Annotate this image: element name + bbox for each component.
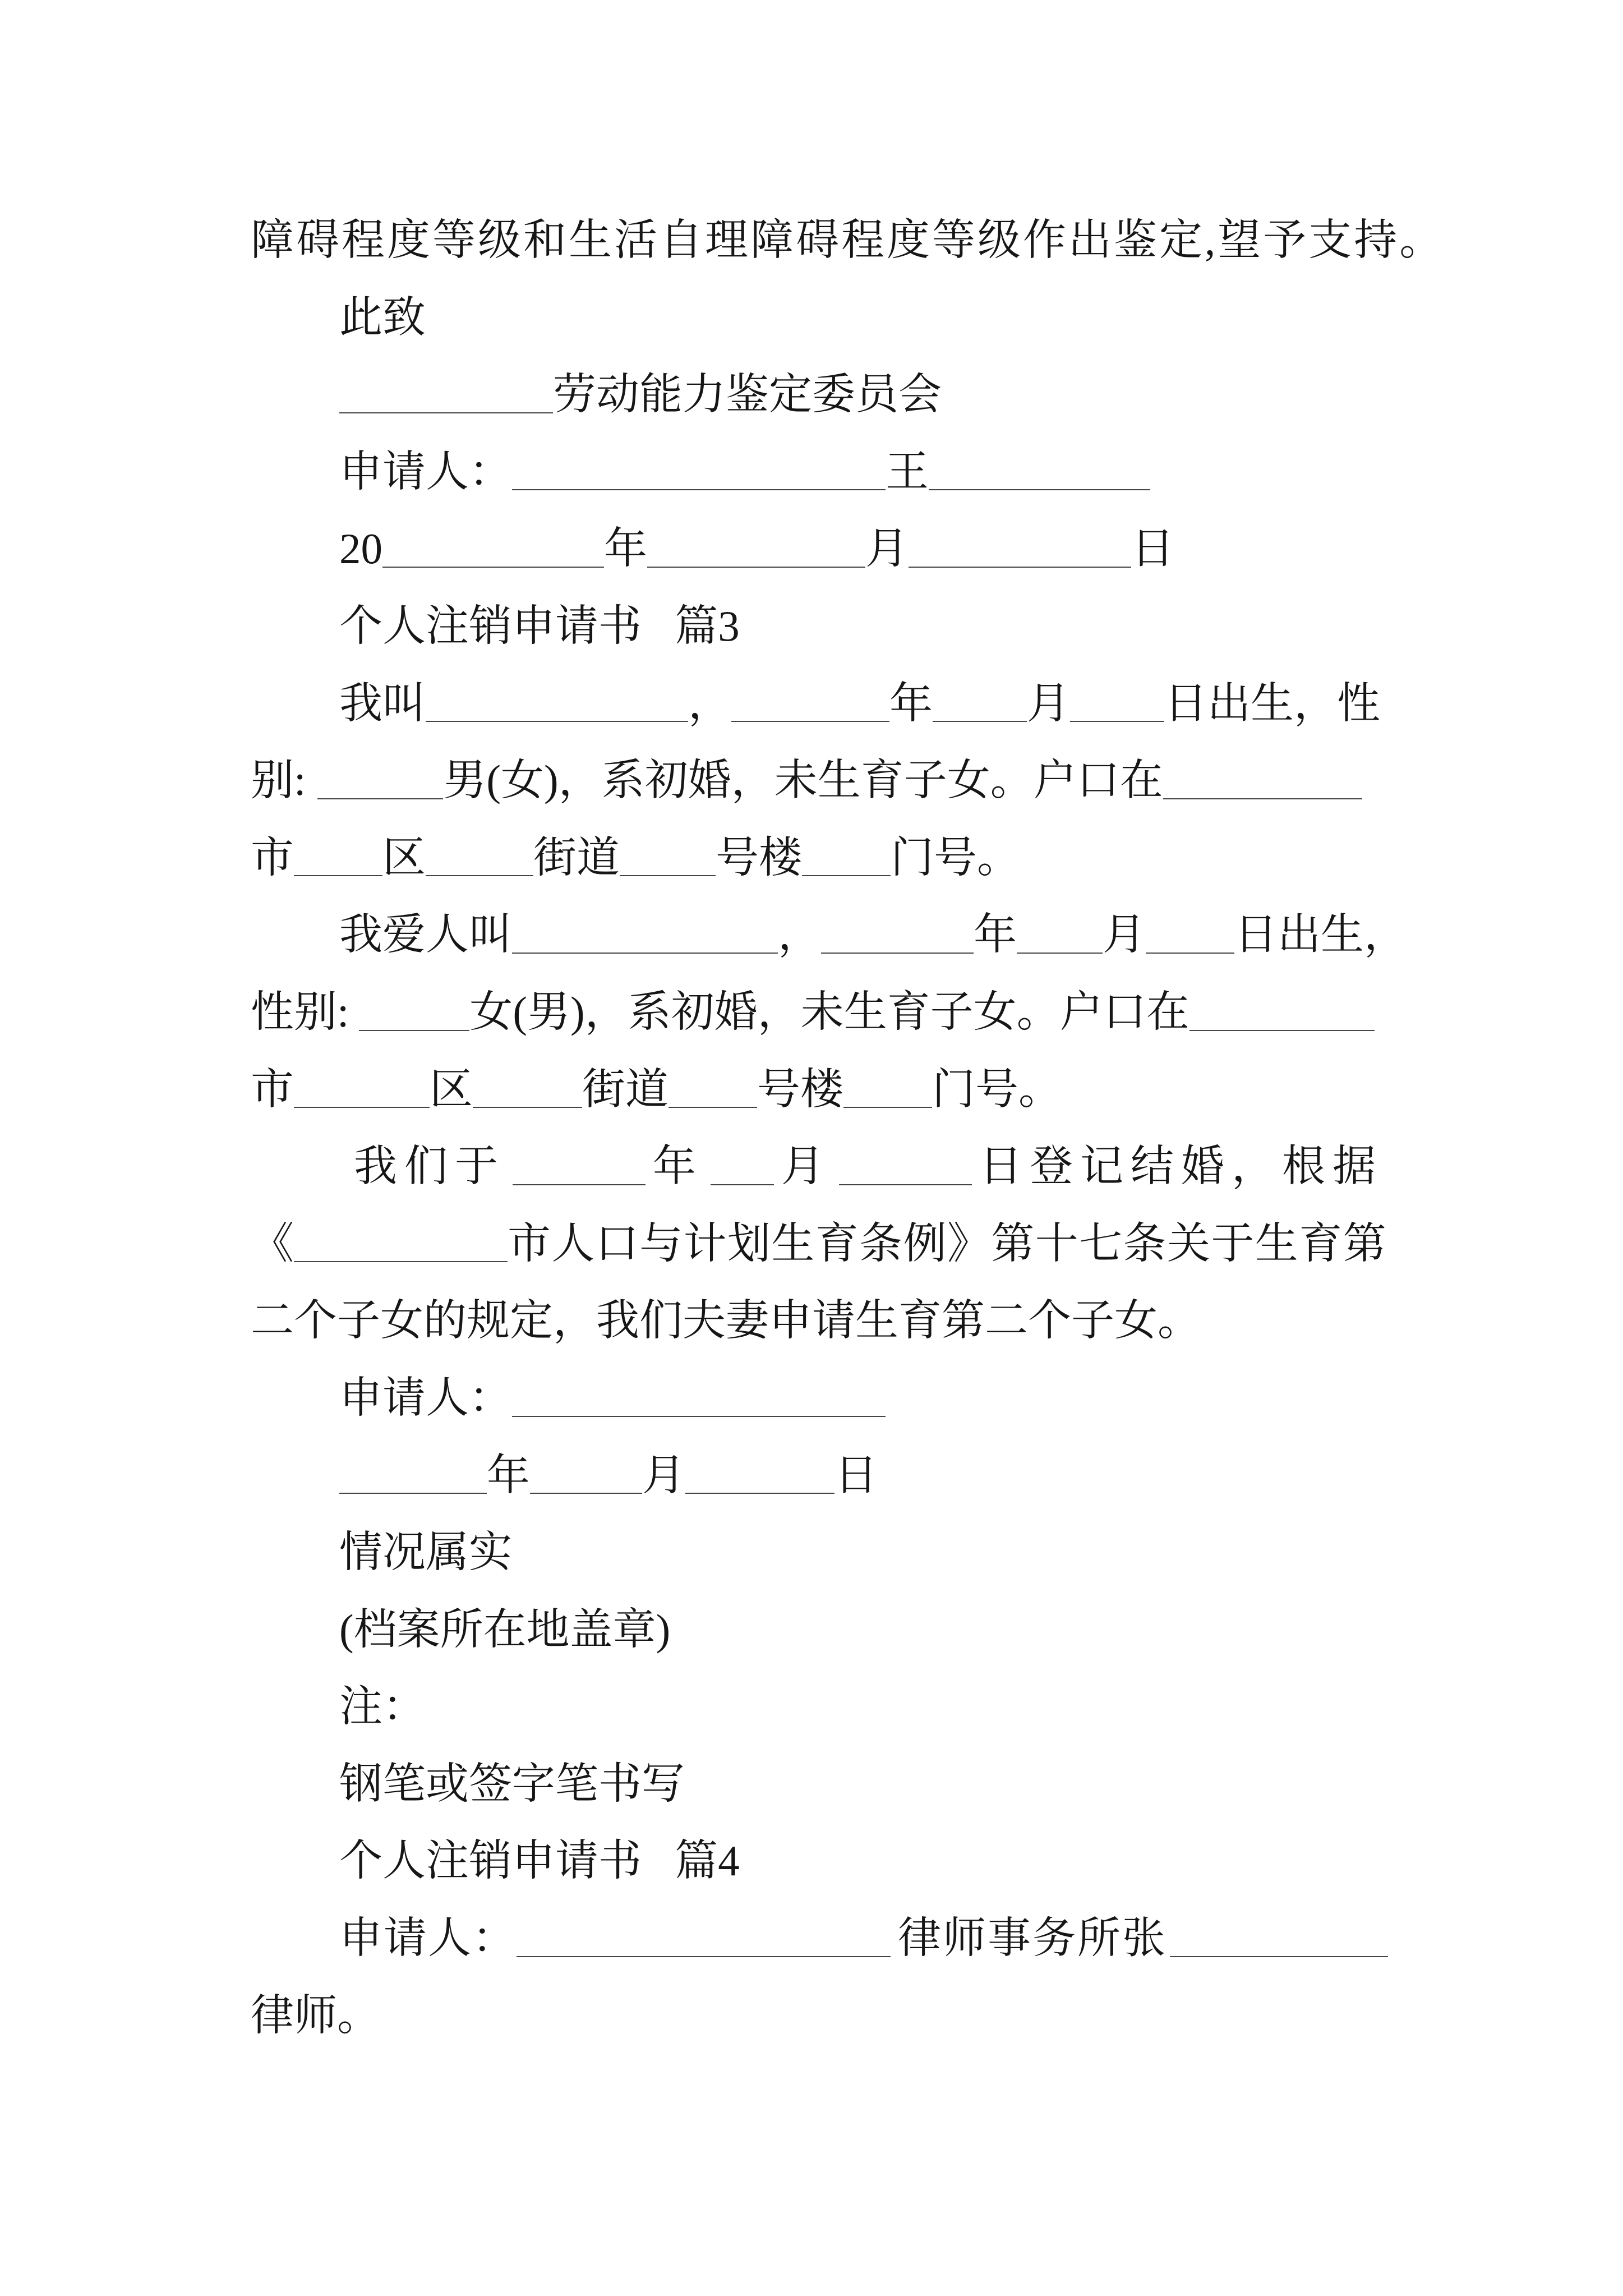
line-text: 街道 (582, 1065, 668, 1114)
line-text: 门号。 (932, 1065, 1062, 1114)
line-text: 年 (974, 910, 1017, 959)
fill-in-blank (668, 1073, 757, 1108)
marriage-registration-line (0, 1128, 1623, 1205)
fill-in-blank (426, 687, 688, 722)
fill-in-blank (339, 1459, 487, 1494)
fill-in-blank (512, 919, 778, 954)
line-text: 门号。 (891, 833, 1020, 882)
applicant-signature-line (0, 434, 1623, 511)
fill-in-blank (821, 919, 974, 954)
fill-in-blank (685, 1459, 834, 1494)
line-text: 月 (1103, 910, 1146, 959)
section-heading-3 (0, 588, 1623, 665)
line-text: 年 (487, 1451, 530, 1499)
line-text: 情况属实 (339, 1528, 512, 1577)
application-statement-line (0, 1282, 1623, 1360)
line-text: 律师。 (251, 1991, 380, 2040)
line-text: 障碍程度等级和生活自理障碍程度等级作出鉴定,望予支持。 (251, 216, 1445, 264)
line-text: 律师事务所张 (898, 1914, 1167, 1963)
line-text: 我叫 (339, 679, 426, 728)
fill-in-blank (1189, 996, 1375, 1031)
spouse-birth-line (0, 896, 1623, 974)
regulation-reference-line (0, 1205, 1623, 1283)
line-text: 申请人： (339, 1914, 517, 1963)
line-text: 我爱人叫 (339, 910, 512, 959)
fill-in-blank (530, 1459, 642, 1494)
applicant-signature-line (0, 1360, 1623, 1437)
fill-in-blank (517, 1922, 891, 1957)
verification-line (0, 1514, 1623, 1591)
line-text: 日登记结婚，根据 (979, 1142, 1383, 1191)
note-label-line (0, 1668, 1623, 1746)
line-text: 性别: (251, 987, 349, 1036)
fill-in-blank (339, 379, 553, 413)
line-text: 月 (1027, 679, 1070, 728)
fill-in-blank (933, 687, 1027, 722)
spouse-gender-residence-line (0, 974, 1623, 1051)
line-text: 王 (886, 447, 929, 496)
fill-in-blank (382, 533, 604, 568)
salutation-line (0, 279, 1623, 357)
line-text: 街道 (533, 833, 620, 882)
line-text: 区 (382, 833, 426, 882)
line-text: 市 (251, 1065, 294, 1114)
fill-in-blank (512, 1382, 886, 1417)
fill-in-blank (1070, 687, 1164, 722)
line-text: 女(男)，系初婚，未生育子女。户口在 (469, 987, 1189, 1036)
fill-in-blank (294, 1227, 508, 1262)
fill-in-blank (839, 1151, 972, 1185)
line-text: 年 (604, 524, 647, 573)
line-text: 申请人： (339, 447, 512, 496)
fill-in-blank (317, 765, 443, 799)
applicant-lawyer-line (0, 1900, 1623, 1977)
line-text: 月 (781, 1142, 832, 1191)
line-text: 我们于 (354, 1142, 505, 1191)
writing-instruction-line (0, 1746, 1623, 1823)
line-text: 市 (251, 833, 294, 882)
fill-in-blank (711, 1151, 774, 1185)
fill-in-blank (359, 996, 469, 1031)
fill-in-blank (294, 841, 382, 876)
fill-in-blank (426, 841, 533, 876)
seal-note-line (0, 1591, 1623, 1669)
fill-in-blank (843, 1073, 932, 1108)
section-heading-text: 个人注销申请书 篇4 (339, 1837, 740, 1885)
line-text: 年 (653, 1142, 703, 1191)
line-text: 年 (889, 679, 933, 728)
line-text: 日出生， (1234, 910, 1407, 959)
fill-in-blank (294, 1073, 430, 1108)
line-text: 号楼 (757, 1065, 843, 1114)
fill-in-blank (512, 455, 886, 490)
paragraph-tail-line (0, 1977, 1623, 2055)
line-text: 区 (430, 1065, 473, 1114)
fill-in-blank (1170, 1922, 1388, 1957)
fill-in-blank (620, 841, 716, 876)
line-text: 月 (865, 524, 909, 573)
line-text: ， (688, 679, 731, 728)
line-text: 申请人： (339, 1373, 512, 1422)
fill-in-blank (1163, 765, 1362, 799)
fill-in-blank (909, 533, 1131, 568)
line-text: 劳动能力鉴定委员会 (553, 370, 942, 419)
line-text: 二个子女的规定，我们夫妻申请生育第二个子女。 (251, 1296, 1201, 1345)
line-text: (档案所在地盖章) (339, 1605, 671, 1654)
spouse-address-line (0, 1051, 1623, 1129)
fill-in-blank (929, 455, 1150, 490)
line-text: 月 (642, 1451, 685, 1499)
line-text: 别: (251, 756, 306, 805)
applicant-birth-line (0, 665, 1623, 743)
fill-in-blank (1146, 919, 1234, 954)
line-text: 日出生，性 (1164, 679, 1380, 728)
fill-in-blank (647, 533, 865, 568)
recipient-line (0, 356, 1623, 434)
line-text: 日 (1131, 524, 1174, 573)
line-text: 男(女)，系初婚，未生育子女。户口在 (443, 756, 1163, 805)
line-text: 此致 (339, 293, 426, 342)
section-heading-4 (0, 1823, 1623, 1900)
line-text: 市人口与计划生育条例》第十七条关于生育第 (508, 1219, 1387, 1268)
fill-in-blank (731, 687, 889, 722)
line-text: 日 (834, 1451, 878, 1499)
line-text: 钢笔或签字笔书写 (339, 1759, 685, 1808)
application-date-line (0, 1437, 1623, 1515)
line-text: 《 (251, 1219, 294, 1268)
line-text: 号楼 (716, 833, 802, 882)
fill-in-blank (513, 1151, 645, 1185)
fill-in-blank (473, 1073, 582, 1108)
applicant-address-line (0, 820, 1623, 897)
line-text: ， (778, 910, 821, 959)
applicant-gender-residence-line (0, 742, 1623, 820)
fill-in-blank (1017, 919, 1103, 954)
line-text: 注： (339, 1682, 426, 1731)
paragraph-tail-line (0, 202, 1623, 279)
fill-in-blank (802, 841, 891, 876)
signature-date-line (0, 510, 1623, 588)
line-text: 20 (339, 524, 382, 573)
section-heading-text: 个人注销申请书 篇3 (339, 601, 740, 650)
